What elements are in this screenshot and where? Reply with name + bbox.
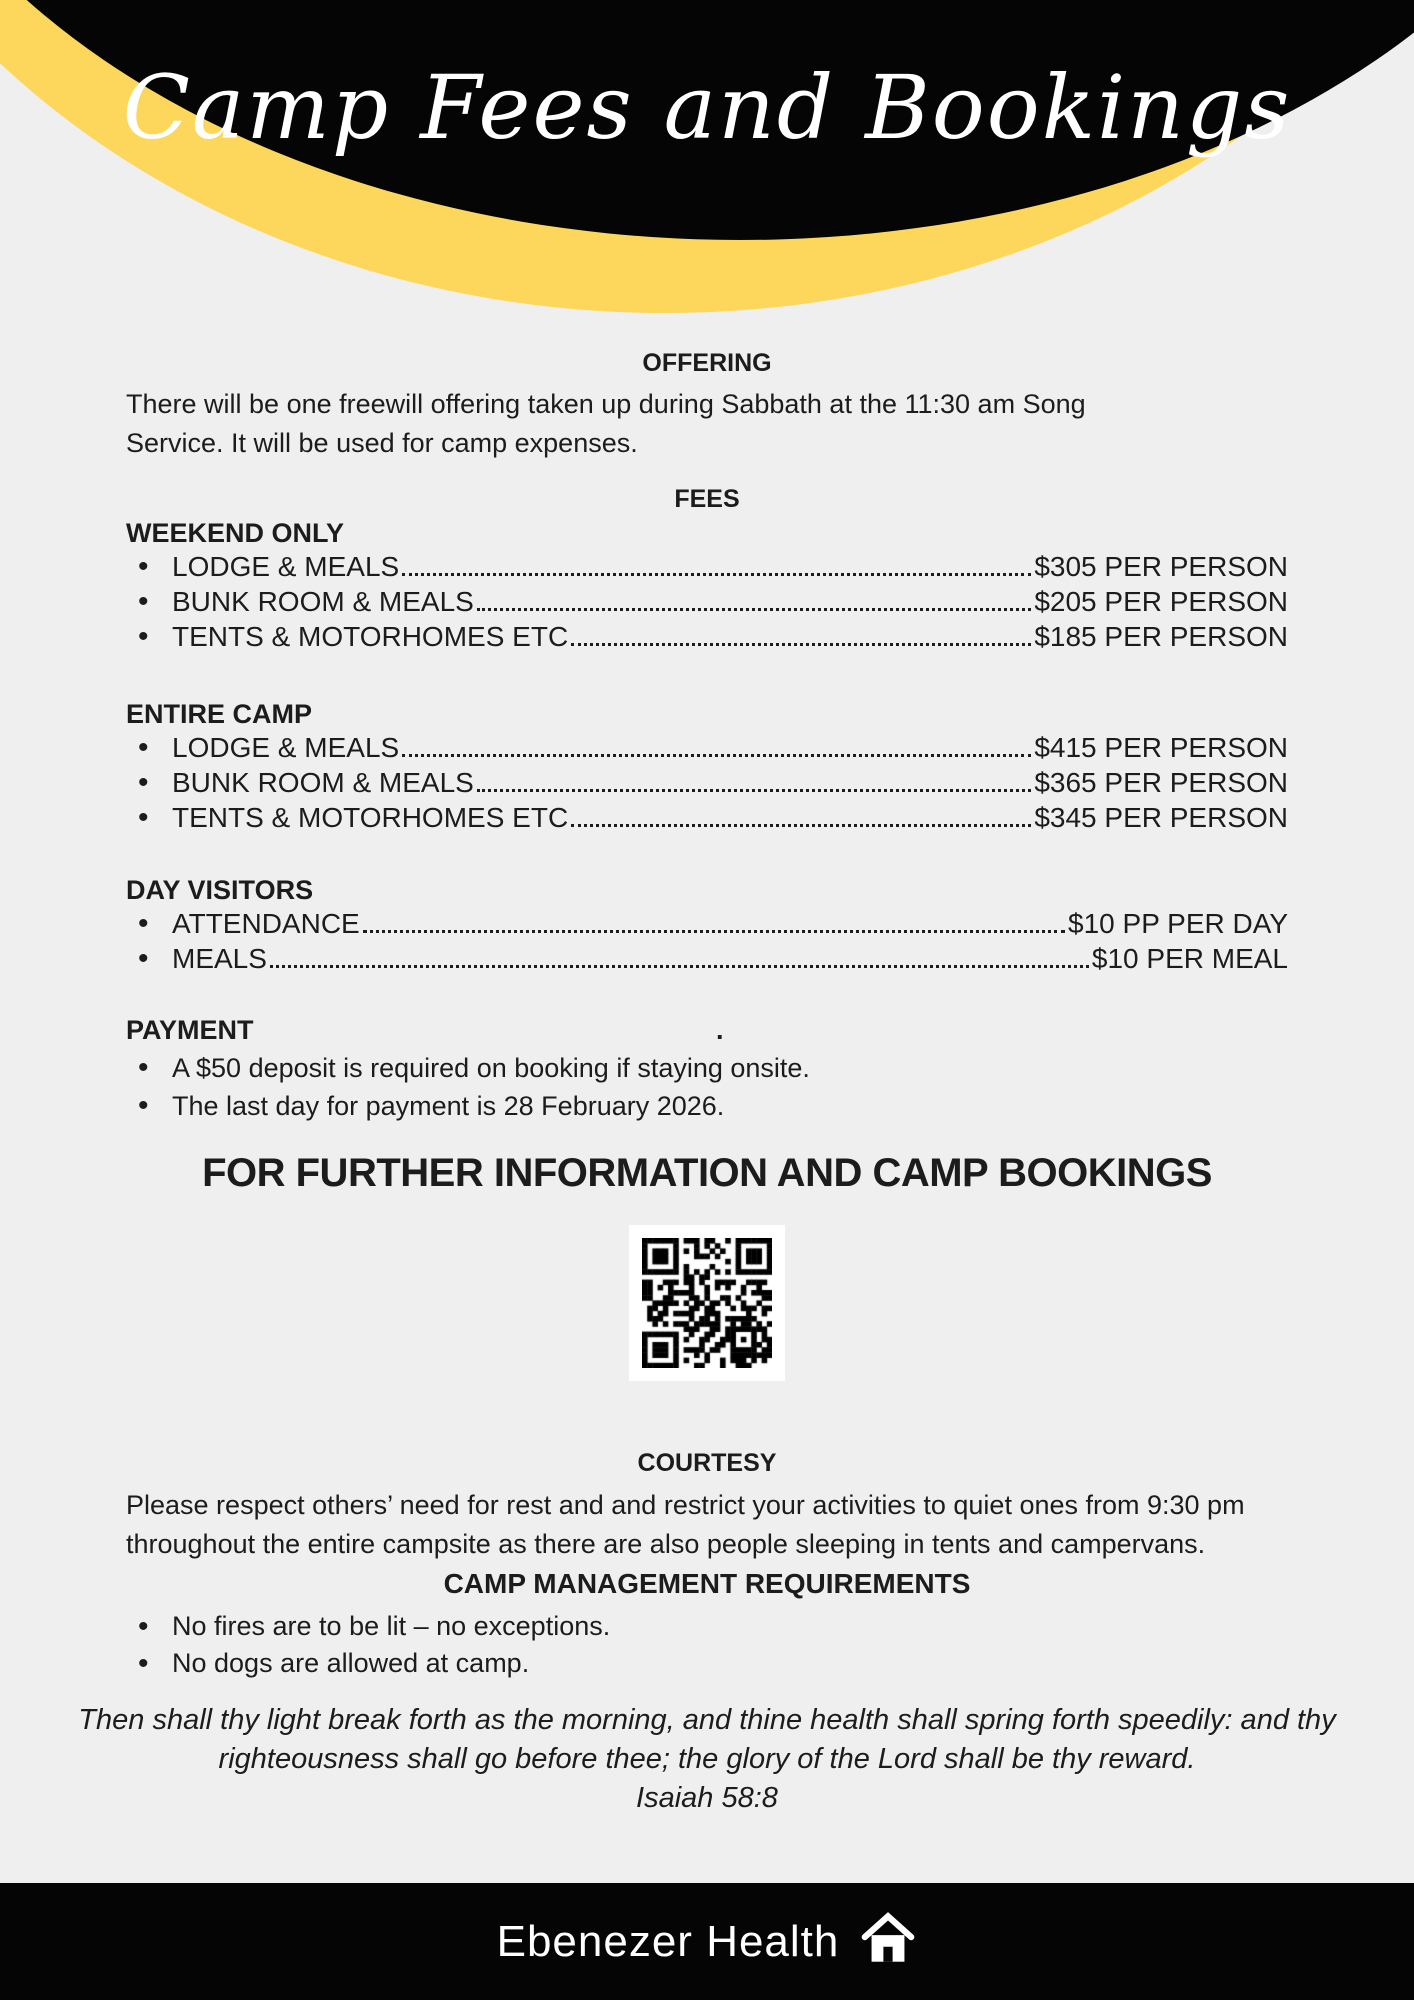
qr-code: [629, 1225, 785, 1381]
fee-price: $365 PER PERSON: [1034, 767, 1288, 798]
day-visitors-heading: DAY VISITORS: [126, 875, 314, 905]
dot-leader: [477, 789, 1031, 792]
payment-item: • The last day for payment is 28 February 2026.: [126, 1087, 1288, 1125]
fees-heading: FEES: [674, 485, 740, 513]
footer-brand: Ebenezer Health: [496, 1916, 840, 1966]
entire-camp-fee-list: [126, 730, 1288, 835]
fee-row: [126, 906, 1288, 941]
fee-row: [126, 800, 1288, 835]
offering-heading: OFFERING: [642, 349, 772, 377]
dot-leader: [477, 608, 1031, 611]
fee-label: • LODGE & MEALS: [172, 551, 400, 582]
offering-paragraph: There will be one freewill offering taken up during Sabbath at the 11:30 am Song Service. It will be used for camp expenses.: [126, 389, 1086, 458]
header-banner: [0, 0, 1414, 320]
fee-price: $10 PP PER DAY: [1068, 908, 1288, 939]
dot-leader: [270, 965, 1089, 968]
booking-info-heading: FOR FURTHER INFORMATION AND CAMP BOOKINGS: [202, 1151, 1212, 1195]
page-title: Camp Fees and Bookings: [122, 55, 1292, 159]
home-icon: [859, 1910, 917, 1968]
fee-label: • LODGE & MEALS: [172, 732, 400, 763]
payment-heading-label: PAYMENT: [126, 1015, 254, 1045]
payment-heading: [126, 1014, 1288, 1046]
courtesy-heading: COURTESY: [637, 1449, 777, 1477]
management-list: [126, 1608, 1288, 1682]
qr-code-pattern: [642, 1238, 772, 1368]
fee-row: [126, 765, 1288, 800]
courtesy-paragraph: Please respect others’ need for rest and and restrict your activities to quiet ones from 9:30 pm throughout the entire campsite as there are also people sleeping in tents and campervans.: [126, 1490, 1245, 1559]
day-visitors-fee-list: [126, 906, 1288, 976]
fee-price: $345 PER PERSON: [1034, 802, 1288, 833]
fee-price: $415 PER PERSON: [1034, 732, 1288, 763]
verse-citation: Isaiah 58:8: [636, 1782, 778, 1814]
management-item: • No fires are to be lit – no exceptions.: [126, 1608, 1288, 1645]
fee-row: [126, 941, 1288, 976]
content-column: [0, 348, 1414, 1818]
fee-price: $205 PER PERSON: [1034, 586, 1288, 617]
entire-camp-heading: ENTIRE CAMP: [126, 699, 313, 729]
fee-price: $305 PER PERSON: [1034, 551, 1288, 582]
bible-verse: Then shall thy light break forth as the morning, and thine health shall spring forth speedily: and thy righteousness shall go before thee; the glory of the Lord shall be thy reward.: [78, 1704, 1336, 1775]
fee-label: • MEALS: [172, 943, 267, 974]
fee-label: • BUNK ROOM & MEALS: [172, 767, 474, 798]
fee-label: • ATTENDANCE: [172, 908, 360, 939]
payment-list: [126, 1049, 1288, 1125]
fee-row: [126, 619, 1288, 654]
footer-bar: [0, 1883, 1414, 2000]
fee-row: [126, 730, 1288, 765]
dot-leader: [571, 824, 1031, 827]
dot-leader: [402, 573, 1031, 576]
fee-row: [126, 549, 1288, 584]
weekend-fee-list: [126, 549, 1288, 654]
weekend-only-heading: WEEKEND ONLY: [126, 518, 345, 548]
fee-price: $10 PER MEAL: [1091, 943, 1288, 974]
dot-leader: [571, 643, 1031, 646]
fee-row: [126, 584, 1288, 619]
dot-leader: [402, 754, 1031, 757]
management-item: • No dogs are allowed at camp.: [126, 1645, 1288, 1682]
stray-period: .: [716, 1015, 724, 1045]
dot-leader: [363, 930, 1065, 933]
fee-label: • BUNK ROOM & MEALS: [172, 586, 474, 617]
fee-price: $185 PER PERSON: [1034, 621, 1288, 652]
fee-label: • TENTS & MOTORHOMES ETC: [172, 621, 569, 652]
fee-label: • TENTS & MOTORHOMES ETC: [172, 802, 569, 833]
management-heading: CAMP MANAGEMENT REQUIREMENTS: [443, 1568, 971, 1599]
payment-item: • A $50 deposit is required on booking if staying onsite.: [126, 1049, 1288, 1087]
